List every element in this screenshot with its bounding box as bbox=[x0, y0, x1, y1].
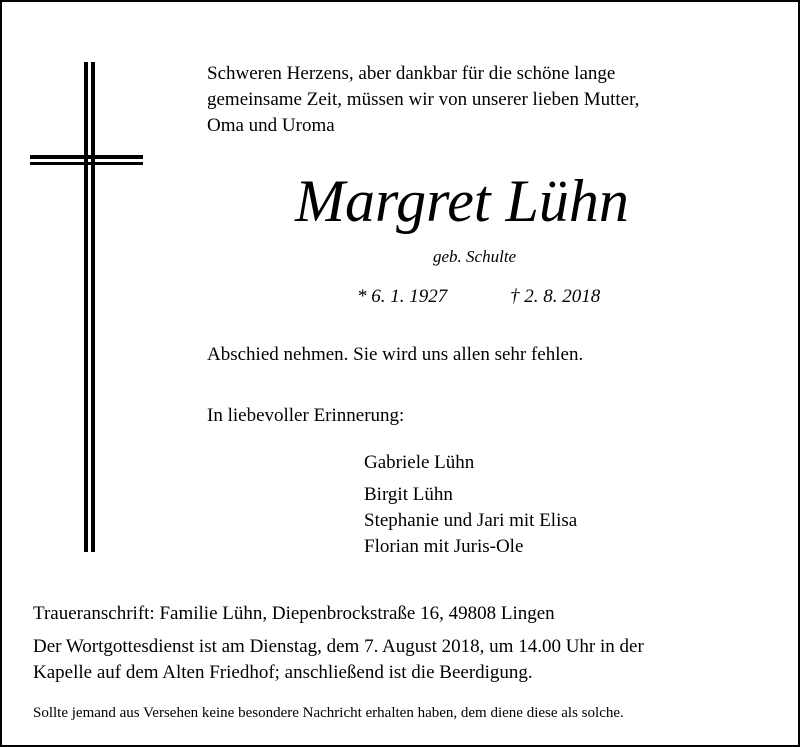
intro-line: Schweren Herzens, aber dankbar für die schöne lange bbox=[207, 63, 616, 84]
mourner-name: Stephanie und Jari mit Elisa bbox=[364, 510, 578, 531]
born-name: geb. Schulte bbox=[433, 247, 517, 266]
memory-heading: In liebevoller Erinnerung: bbox=[207, 405, 405, 426]
service-line: Der Wortgottesdienst ist am Dienstag, dem 7. August 2018, um 14.00 Uhr in der bbox=[33, 636, 644, 657]
deceased-name: Margret Lühn bbox=[295, 168, 629, 234]
cross-vertical-bar bbox=[84, 62, 88, 552]
mourners-list bbox=[364, 450, 577, 560]
intro-line: gemeinsame Zeit, müssen wir von unserer lieben Mutter, bbox=[207, 89, 640, 110]
mourning-address: Traueranschrift: Familie Lühn, Diepenbrockstraße 16, 49808 Lingen bbox=[33, 603, 555, 624]
service-info bbox=[33, 634, 644, 686]
mourner-name: Birgit Lühn bbox=[364, 484, 453, 505]
cross-horizontal-bar bbox=[30, 155, 143, 159]
cross-vertical-bar bbox=[91, 62, 95, 552]
notice-text: Sollte jemand aus Versehen keine besondere Nachricht erhalten haben, dem diene diese als solche. bbox=[33, 705, 624, 721]
intro-line: Oma und Uroma bbox=[207, 115, 335, 136]
cross-horizontal-bar bbox=[30, 162, 143, 165]
mourner-name: Gabriele Lühn bbox=[364, 452, 475, 473]
mourner-name: Florian mit Juris-Ole bbox=[364, 536, 524, 557]
birth-date: * 6. 1. 1927 bbox=[357, 286, 448, 307]
service-line: Kapelle auf dem Alten Friedhof; anschließend ist die Beerdigung. bbox=[33, 662, 533, 683]
farewell-text: Abschied nehmen. Sie wird uns allen sehr fehlen. bbox=[207, 344, 584, 365]
death-date: † 2. 8. 2018 bbox=[510, 286, 601, 307]
intro-text bbox=[207, 61, 639, 139]
